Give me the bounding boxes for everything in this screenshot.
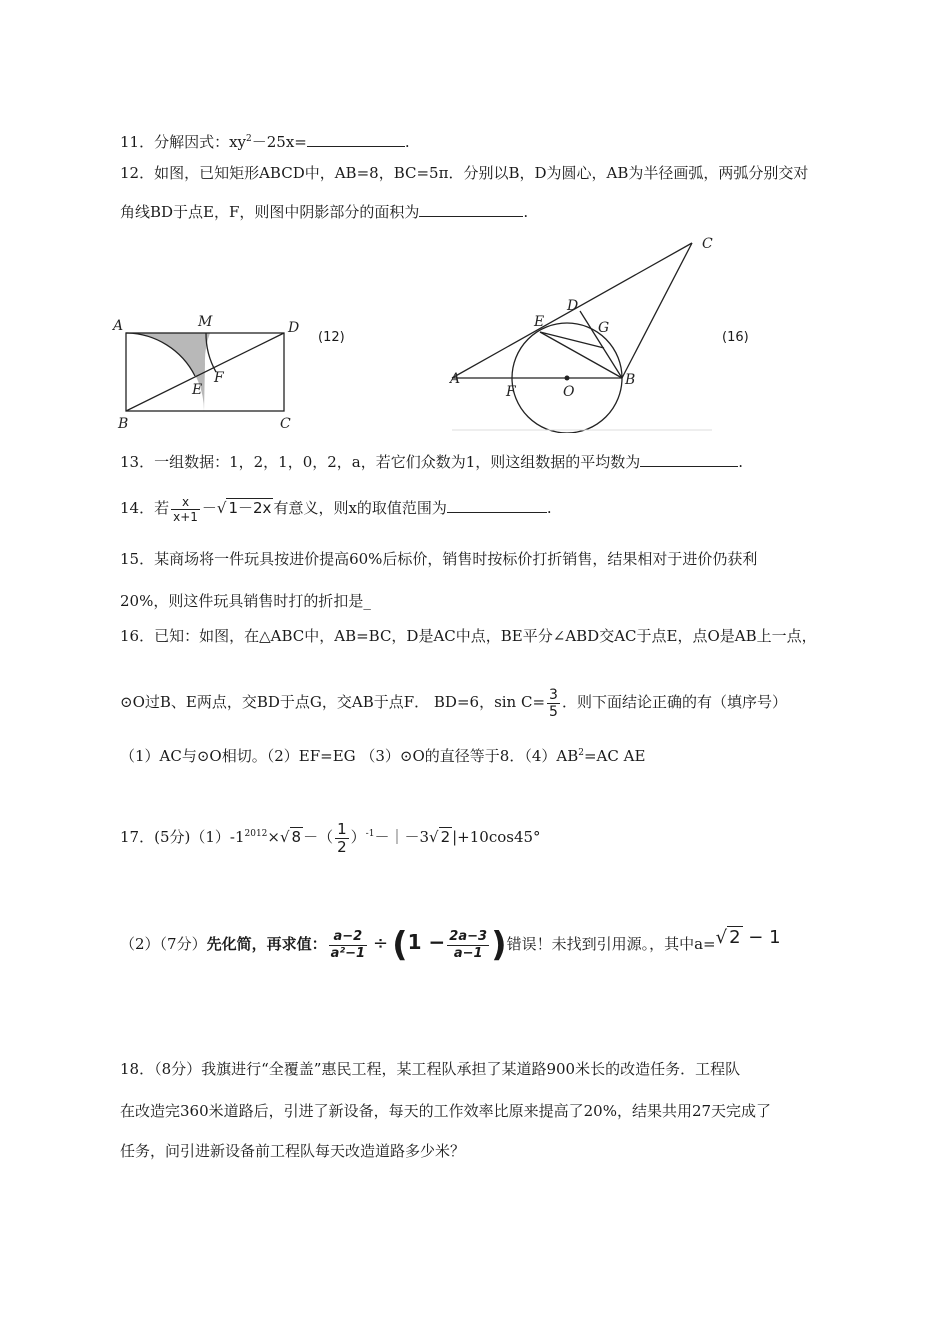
figure-16 — [440, 228, 730, 433]
q17-rad1: 8 — [291, 828, 302, 846]
q16-line2-suffix: ．则下面结论正确的有（填序号） — [561, 693, 787, 711]
q14-end: . — [546, 499, 552, 517]
q17-sqrt2: √ 2 — [429, 828, 451, 846]
q13-end: . — [738, 453, 744, 471]
q17-end: |+10cos45° — [452, 828, 541, 846]
question-16-line1: 16．已知：如图，在△ABC中，AB=BC，D是AC中点，BE平分∠ABD交AC于点E，点O是AB上一点， — [120, 627, 817, 645]
q17b-error-text: 错误！未找到引用源。，其中a= — [506, 935, 716, 953]
q17b-minus-one: − 1 — [742, 927, 781, 948]
fig12-label-f: F — [214, 370, 224, 386]
q12-answer-blank[interactable] — [419, 200, 523, 217]
q17-fraction — [335, 821, 349, 856]
q17-mid1: －（ — [303, 828, 334, 846]
q11-mid: －25x= — [251, 133, 307, 151]
q16-line2-prefix: ⊙O过B、E两点，交BD于点G，交AB于点F． BD=6，sin C= — [120, 693, 546, 711]
question-16-line2 — [120, 684, 787, 720]
q16-frac-num: 3 — [549, 686, 558, 703]
q13-answer-blank[interactable] — [640, 450, 738, 467]
q17-times: × — [267, 828, 280, 846]
q17-sup2: -1 — [365, 829, 375, 839]
q14-radicand: 1－2x — [228, 499, 272, 517]
fig16-label-b: B — [625, 372, 636, 388]
q17b-prefix: （2）（7分） — [120, 935, 207, 953]
q16-line3-sup: 2 — [578, 748, 584, 758]
figure-12 — [110, 308, 310, 433]
fig16-label-o: O — [563, 384, 575, 400]
q14-sqrt: √ 1－2x — [216, 499, 272, 517]
question-12-line2 — [120, 200, 528, 223]
q11-answer-blank[interactable] — [307, 130, 405, 147]
question-18-line3: 任务，问引进新设备前工程队每天改造道路多少米？ — [120, 1142, 466, 1160]
q14-frac-den: x+1 — [173, 509, 198, 524]
q17b-fraction2 — [447, 929, 489, 962]
fig16-label-e: E — [534, 314, 545, 330]
q16-fraction — [547, 687, 560, 720]
q11-prefix: 11．分解因式：xy — [120, 133, 247, 151]
q14-frac-num: x — [171, 495, 200, 510]
q11-sup: 2 — [246, 134, 252, 144]
q17b-sqrt: √ 2 — [715, 927, 741, 948]
q16-line3-text: （1）AC与⊙O相切。（2）EF=EG （3）⊙O的直径等于8．（4）AB — [120, 747, 579, 765]
q17-frac-den: 2 — [337, 837, 347, 856]
q17b-rad: 2 — [729, 927, 741, 948]
q17b-bold-label: 先化简，再求值： — [206, 935, 327, 953]
fig16-label-g: G — [598, 320, 610, 336]
q17b-f2-den: a−1 — [453, 945, 483, 961]
question-17-part2 — [120, 916, 781, 967]
q17-sup1: 2012 — [244, 829, 268, 839]
fig16-label-d: D — [567, 298, 579, 314]
q14-suffix: 有意义，则x的取值范围为 — [273, 499, 447, 517]
q12-end: . — [523, 203, 529, 221]
question-15-line1: 15．某商场将一件玩具按进价提高60%后标价，销售时按标价打折销售，结果相对于进价仍获利 — [120, 550, 758, 568]
q17-mid2: ） — [350, 828, 366, 846]
fig12-label-b: B — [118, 416, 129, 432]
q16-line3-end: =AC AE — [583, 747, 646, 765]
question-12-line1: 12．如图，已知矩形ABCD中，AB=8，BC=5π．分别以B，D为圆心，AB为半径画弧，两弧分别交对 — [120, 164, 809, 182]
q17-rad2: 2 — [440, 828, 451, 846]
q17b-div: ÷ — [373, 933, 389, 954]
q11-end: . — [404, 133, 410, 151]
fig16-label-c: C — [702, 236, 713, 252]
q17b-left-paren: ( — [392, 925, 408, 965]
fig12-label-d: D — [288, 320, 300, 336]
question-17-part1 — [120, 814, 541, 857]
q14-minus: － — [201, 499, 217, 517]
fig16-segment-be — [540, 332, 622, 378]
q13-text: 13．一组数据：1，2，1，0，2，a，若它们众数为1，则这组数据的平均数为 — [120, 453, 641, 471]
fig12-caption: (12) — [318, 330, 345, 345]
question-16-line3 — [120, 742, 645, 767]
q17-mid3: －｜－3 — [374, 828, 429, 846]
q14-answer-blank[interactable] — [447, 496, 547, 513]
question-14 — [120, 490, 552, 526]
q17-sqrt1: √ 8 — [279, 828, 302, 846]
fig16-caption: (16) — [722, 330, 749, 345]
q17b-one: 1 − — [407, 930, 446, 954]
q17-frac-num: 1 — [337, 819, 347, 838]
question-18-line2: 在改造完360米道路后，引进了新设备，每天的工作效率比原来提高了20%，结果共用27天完成了 — [120, 1102, 772, 1120]
q17b-f2-num: 2a−3 — [449, 928, 488, 944]
q12-line2-text: 角线BD于点E，F，则图中阴影部分的面积为 — [120, 203, 420, 221]
fig12-label-m: M — [198, 314, 213, 330]
q17b-f1-den: a²−1 — [330, 945, 366, 961]
q17b-fraction1 — [329, 929, 367, 962]
q16-frac-den: 5 — [549, 703, 558, 720]
question-15-line2: 20%，则这件玩具销售时打的折扣是_ — [120, 592, 371, 610]
fig16-center-o — [565, 376, 570, 381]
question-13 — [120, 450, 743, 473]
fig12-label-c: C — [280, 416, 291, 432]
q17b-right-paren: ) — [491, 925, 507, 965]
fig12-label-a: A — [113, 318, 124, 334]
q14-fraction — [171, 495, 200, 524]
q17b-f1-num: a−2 — [329, 929, 367, 946]
question-18-line1: 18．（8分）我旗进行“全覆盖”惠民工程，某工程队承担了某道路900米长的改造任务．工程队 — [120, 1060, 741, 1078]
q14-prefix: 14．若 — [120, 499, 170, 517]
fig12-label-e: E — [192, 382, 203, 398]
fig16-label-a: A — [450, 371, 461, 387]
q17-prefix: 17．(5分)（1）-1 — [120, 828, 245, 846]
fig16-label-f: F — [506, 384, 516, 400]
fig12-shaded-region — [126, 333, 210, 411]
question-11 — [120, 128, 410, 153]
